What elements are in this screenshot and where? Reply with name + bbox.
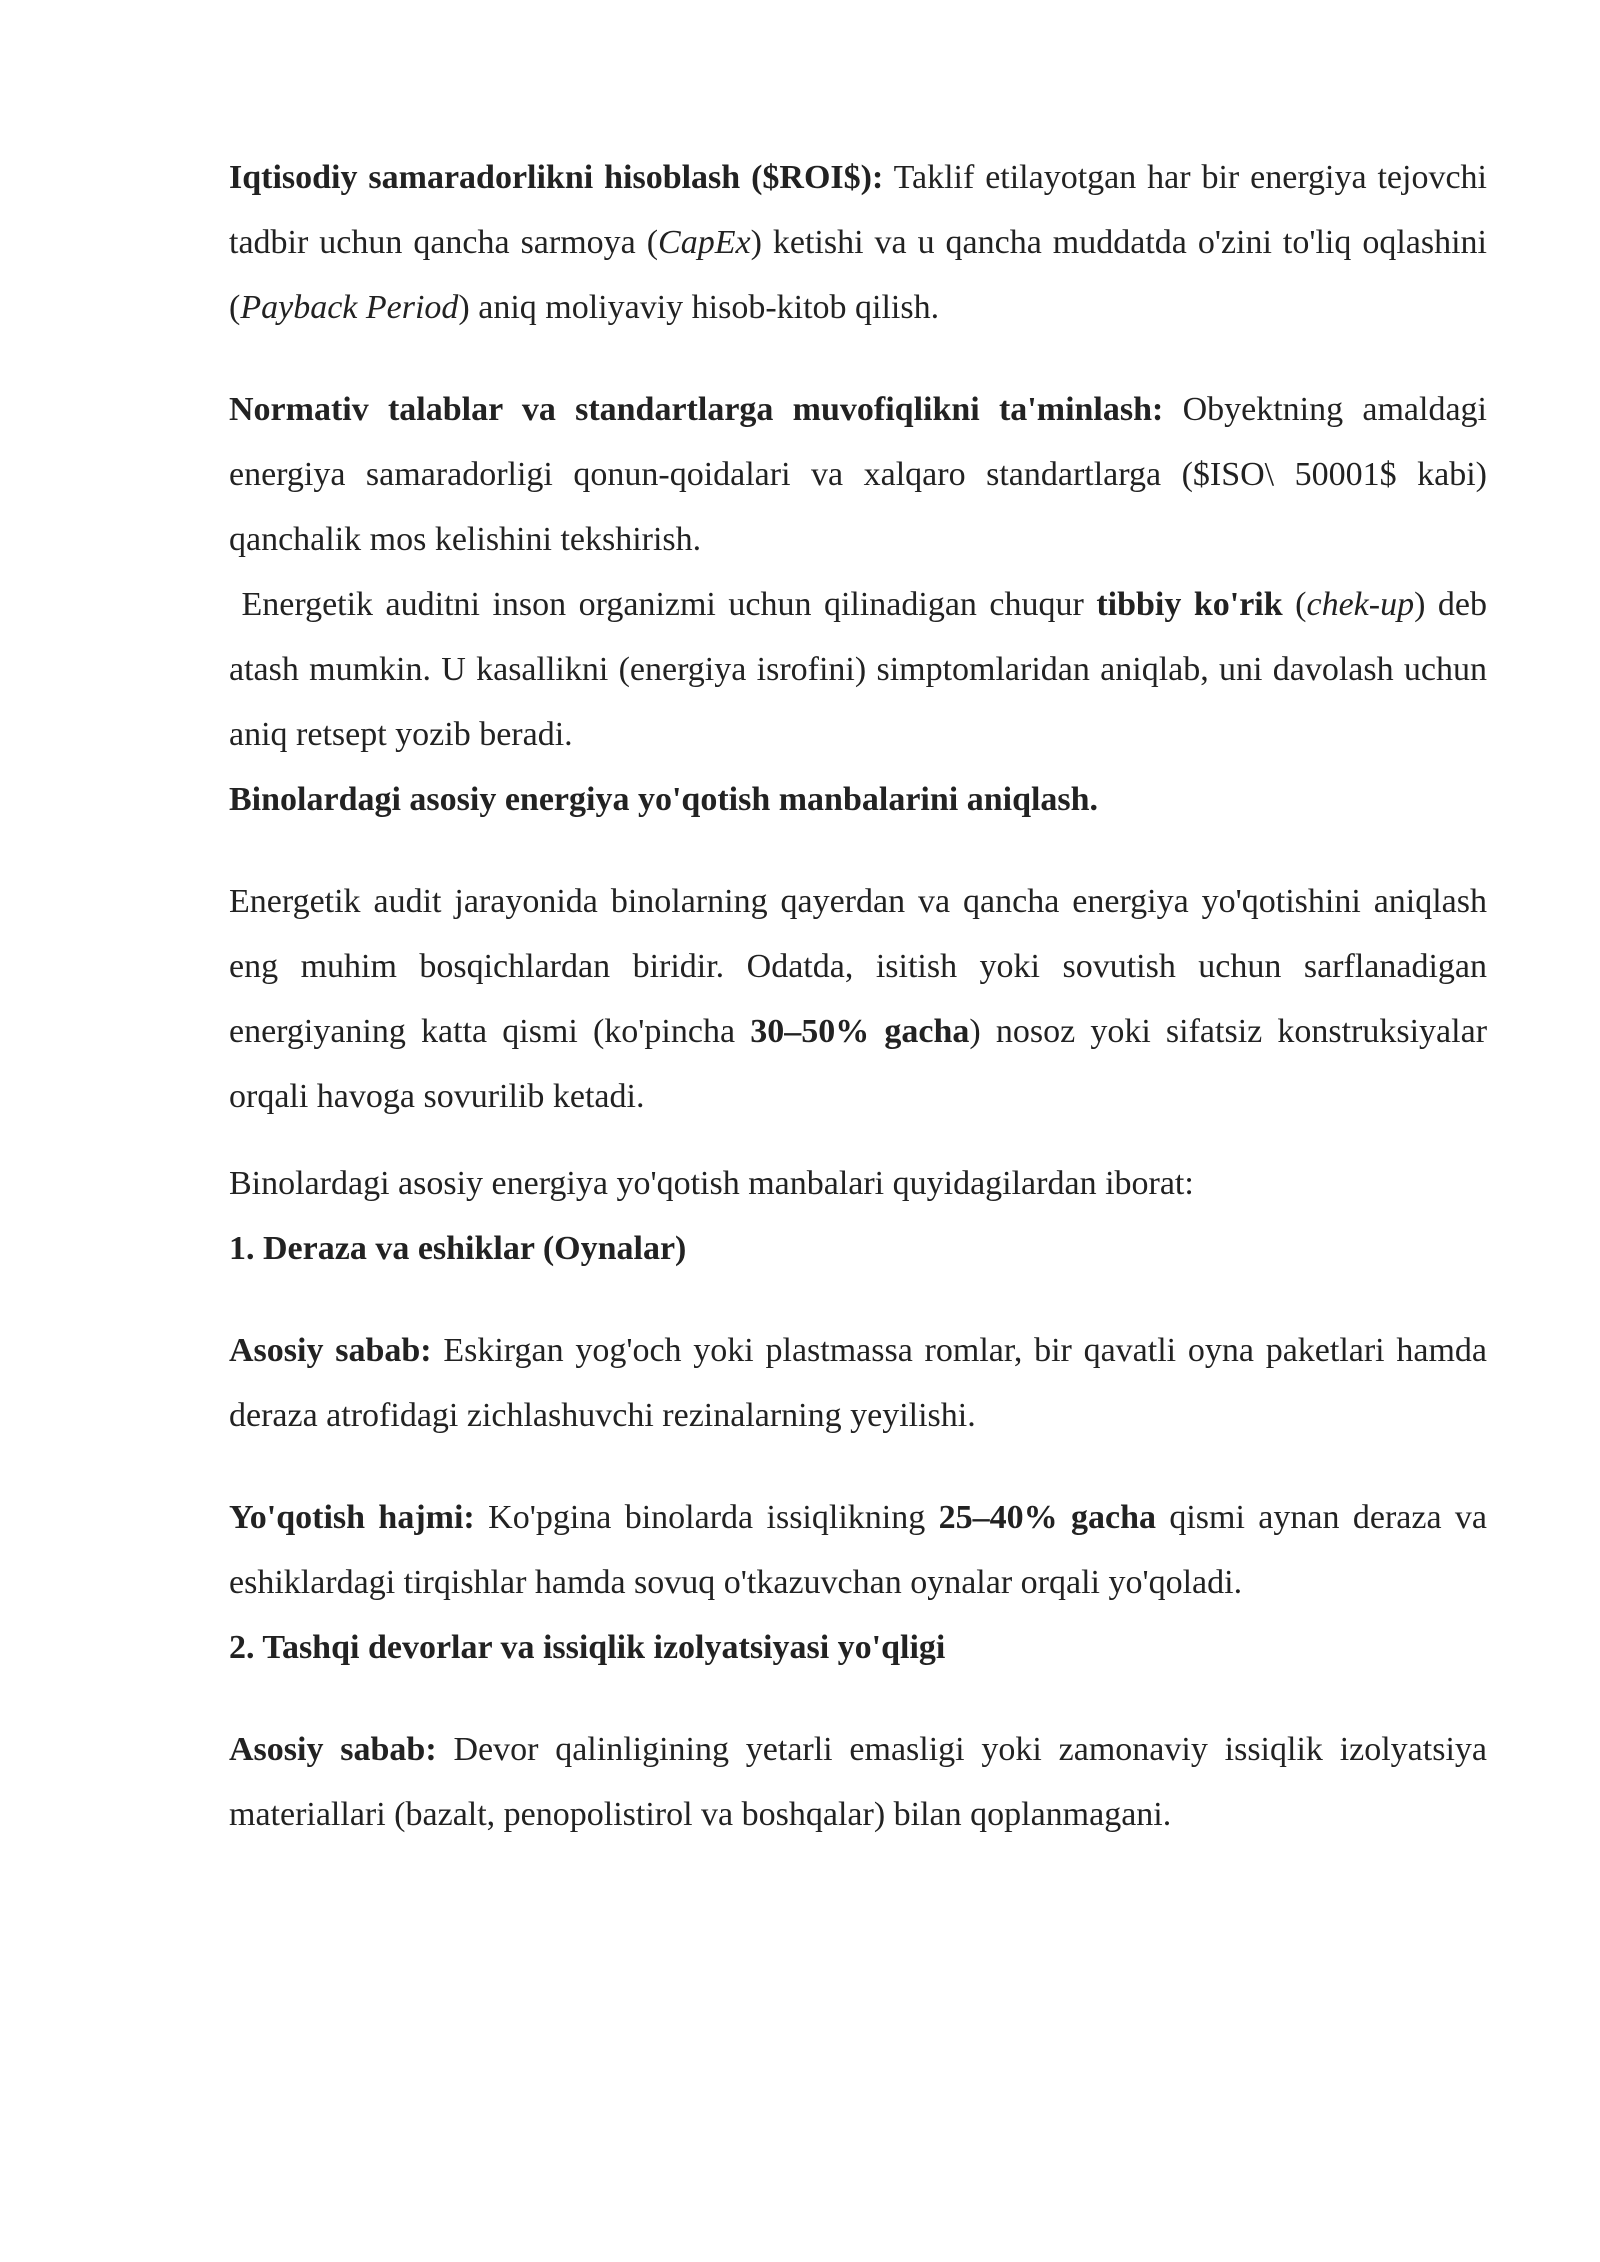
paragraph-walls-cause xyxy=(229,1717,1487,1847)
text-run: Ko'pgina binolarda issiqlikning xyxy=(474,1499,939,1536)
text-run: Obyektning amaldagi energiya samaradorligi qonun-qoidalari va xalqaro standartlarga ($ISO\ 50001$ kabi) qanchalik mos kelishini tekshirish. xyxy=(229,391,1487,558)
text-run: ) aniq moliyaviy hisob-kitob qilish. xyxy=(458,289,940,326)
paragraph-compliance xyxy=(229,377,1487,572)
paragraph-intro xyxy=(229,869,1487,1129)
paragraph-label: Asosiy sabab: xyxy=(229,1332,432,1369)
subsection-heading-windows: 1. Deraza va eshiklar (Oynalar) xyxy=(229,1230,687,1267)
text-run: Energetik audit jarayonida binolarning qayerdan va qancha energiya yo'qotishini aniqlash eng muhim bosqichlardan biridir. Odatda, isitish yoki sovutish uchun sarflanadigan energiyaning katta qismi (ko'pincha xyxy=(229,883,1487,1050)
text-run: ) deb atash mumkin. U kasallikni (energiya isrofini) simptomlaridan aniqlab, uni davolash uchun aniq retsept yozib beradi. xyxy=(229,586,1488,753)
paragraph-list-intro: Binolardagi asosiy energiya yo'qotish manbalari quyidagilardan iborat: xyxy=(229,1165,1194,1202)
text-run: ) nosoz yoki sifatsiz konstruksiyalar orqali havoga sovurilib ketadi. xyxy=(229,1013,1488,1115)
bold-term: tibbiy ko'rik xyxy=(1096,586,1283,623)
text-run: qismi aynan deraza va eshiklardagi tirqishlar hamda sovuq o'tkazuvchan oynalar orqali yo'qoladi. xyxy=(229,1499,1488,1601)
italic-term: Payback Period xyxy=(240,289,459,326)
bold-term: 30–50% gacha xyxy=(750,1013,970,1050)
paragraph-label: Yo'qotish hajmi: xyxy=(229,1499,475,1536)
document-page xyxy=(229,145,1487,1847)
italic-term: chek-up xyxy=(1306,586,1415,623)
paragraph-label: Asosiy sabab: xyxy=(229,1731,437,1768)
paragraph-windows-loss xyxy=(229,1485,1487,1615)
text-run: Devor qalinligining yetarli emasligi yoki zamonaviy issiqlik izolyatsiya materiallari (bazalt, penopolistirol va boshqalar) bilan qoplanmagani. xyxy=(229,1731,1487,1833)
paragraph-windows-cause xyxy=(229,1318,1487,1448)
paragraph-roi xyxy=(229,145,1487,340)
text-run: ) ketishi va u qancha muddatda o'zini to'liq oqlashini ( xyxy=(229,224,1487,326)
paragraph-label: Iqtisodiy samaradorlikni hisoblash ($ROI$): xyxy=(229,159,884,196)
paragraph-label: Normativ talablar va standartlarga muvofiqlikni ta'minlash: xyxy=(229,391,1164,428)
subsection-heading-walls: 2. Tashqi devorlar va issiqlik izolyatsiyasi yo'qligi xyxy=(229,1629,946,1666)
paragraph-checkup xyxy=(229,572,1487,767)
text-run: ( xyxy=(1282,586,1307,623)
text-run: Eskirgan yog'och yoki plastmassa romlar, bir qavatli oyna paketlari hamda deraza atrofidagi zichlashuvchi rezinalarning yeyilishi. xyxy=(229,1332,1488,1434)
section-heading: Binolardagi asosiy energiya yo'qotish manbalarini aniqlash. xyxy=(229,781,1099,818)
text-run: Energetik auditni inson organizmi uchun qilinadigan chuqur xyxy=(229,586,1097,623)
text-run: Taklif etilayotgan har bir energiya tejovchi tadbir uchun qancha sarmoya ( xyxy=(229,159,1487,261)
bold-term: 25–40% gacha xyxy=(938,1499,1156,1536)
italic-term: CapEx xyxy=(658,224,751,261)
